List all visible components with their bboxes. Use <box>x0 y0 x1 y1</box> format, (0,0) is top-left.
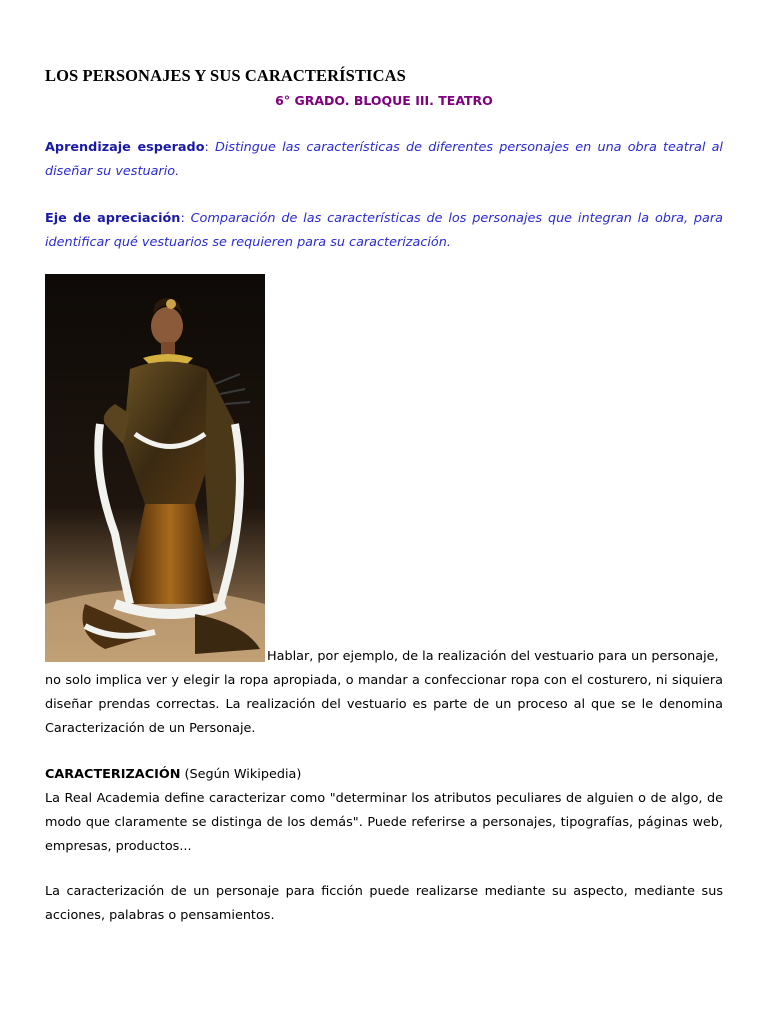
ficcion-paragraph: La caracterización de un personaje para ficción puede realizarse mediante su aspecto, mediante sus acciones, palabras o pensamientos. <box>45 884 723 923</box>
theater-costume-photo <box>45 274 265 662</box>
aprendizaje-paragraph <box>45 136 723 184</box>
eje-separator: : <box>180 211 191 226</box>
caracterizacion-source: (Según Wikipedia) <box>180 767 302 782</box>
caracterizacion-text: La Real Academia define caracterizar como "determinar los atributos peculiares de alguien o de algo, de modo que claramente se distinga de los demás". Puede referirse a personajes, tipografías, páginas web, empresas, productos... <box>45 791 723 854</box>
eje-paragraph <box>45 207 723 255</box>
intro-first-line: Hablar, por ejemplo, de la realización del vestuario para un personaje, <box>267 649 719 664</box>
caracterizacion-heading: CARACTERIZACIÓN <box>45 767 181 782</box>
eje-label: Eje de apreciación <box>45 211 181 226</box>
caracterizacion-section <box>45 763 723 859</box>
grade-subtitle: 6° GRADO. BLOQUE III. TEATRO <box>275 93 493 108</box>
aprendizaje-text: Distingue las características de diferentes personajes en una obra teatral al diseñar su vestuario. <box>45 140 723 179</box>
intro-paragraph: no solo implica ver y elegir la ropa apropiada, o mandar a confeccionar ropa con el costurero, ni siquiera diseñar prendas correctas. La realización del vestuario es parte de un proceso al que se le denomina Caracterización de un Personaje. <box>45 673 723 736</box>
aprendizaje-separator: : <box>204 140 215 155</box>
aprendizaje-label: Aprendizaje esperado <box>45 140 205 155</box>
page-title: LOS PERSONAJES Y SUS CARACTERÍSTICAS <box>45 66 406 85</box>
costume-figure-icon <box>45 274 265 662</box>
eje-text: Comparación de las características de los personajes que integran la obra, para identificar qué vestuarios se requieren para su caracterización. <box>45 211 723 250</box>
